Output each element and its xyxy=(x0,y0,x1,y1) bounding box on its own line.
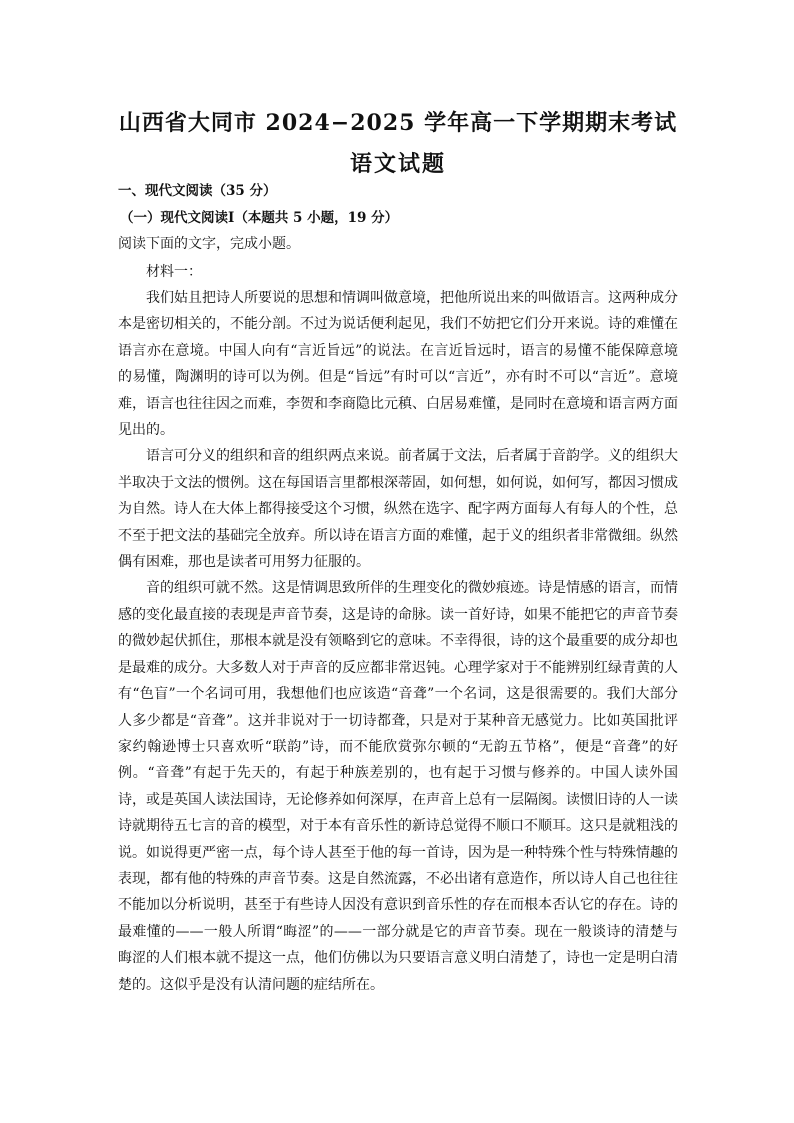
paragraph-1: 我们姑且把诗人所要说的思想和情调叫做意境，把他所说出来的叫做语言。这两种成分本是密切相关的，不能分剖。不过为说话便利起见，我们不妨把它们分开来说。诗的难懂在语言亦在意境。中国人向有“言近旨远”的说法。在言近旨远时，语言的易懂不能保障意境的易懂，陶渊明的诗可以为例。但是“旨远”有时可以“言近”，亦有时不可以“言近”。意境难，语言也往往因之而难，李贺和李商隐比元稹、白居易难懂，是同时在意境和语言两方面见出的。 xyxy=(118,290,678,439)
reading-instruction: 阅读下面的文字，完成小题。 xyxy=(118,236,300,252)
document-title: 山西省大同市 2024−2025 学年高一下学期期末考试 xyxy=(118,110,678,136)
passage-body xyxy=(118,285,678,998)
section-heading: 一、现代文阅读（35 分） xyxy=(118,183,277,199)
document-subtitle: 语文试题 xyxy=(349,151,446,177)
subsection-heading: （一）现代文阅读Ⅰ（本题共 5 小题，19 分） xyxy=(120,210,399,226)
material-label: 材料一： xyxy=(146,264,202,280)
paragraph-3: 音的组织可就不然。这是情调思致所伴的生理变化的微妙痕迹。诗是情感的语言，而情感的变化最直接的表现是声音节奏，这是诗的命脉。读一首好诗，如果不能把它的声音节奏的微妙起伏抓住，那根本就是没有领略到它的意味。不幸得很，诗的这个最重要的成分却也是最难的成分。大多数人对于声音的反应都非常迟钝。心理学家对于不能辨别红绿青黄的人有“色盲”一个名词可用，我想他们也应该造“音聋”一个名词，这是很需要的。我们大部分人多少都是“音聋”。这并非说对于一切诗都聋，只是对于某种音无感觉力。比如英国批评家约翰逊博士只喜欢听“联韵”诗，而不能欣赏弥尔顿的“无韵五节格”，便是“音聋”的好例。“音聋”有起于先天的，有起于种族差别的，也有起于习惯与修养的。中国人读外国诗，或是英国人读法国诗，无论修养如何深厚，在声音上总有一层隔阂。读惯旧诗的人一读诗就期待五七言的音的模型，对于本有音乐性的新诗总觉得不顺口不顺耳。这只是就粗浅的说。如说得更严密一点，每个诗人甚至于他的每一首诗，因为是一种特殊个性与特殊情趣的表现，都有他的特殊的声音节奏。这是自然流露，不必出诸有意造作，所以诗人自己也往往不能加以分析说明，甚至于有些诗人因没有意识到音乐性的存在而根本否认它的存在。诗的最难懂的——一般人所谓“晦涩”的——一部分就是它的声音节奏。现在一般谈诗的清楚与晦涩的人们根本就不提这一点，他们仿佛以为只要语言意义明白清楚了，诗也一定是明白清楚的。这似乎是没有认清问题的症结所在。 xyxy=(118,580,678,993)
paragraph-2: 语言可分义的组织和音的组织两点来说。前者属于文法，后者属于音韵学。义的组织大半取决于文法的惯例。这在每国语言里都根深蒂固，如何想，如何说，如何写，都因习惯成为自然。诗人在大体上都得接受这个习惯，纵然在选字、配字两方面每人有每人的个性，总不至于把文法的基础完全放弃。所以诗在语言方面的难懂，起于义的组织者非常微细。纵然偶有困难，那也是读者可用努力征服的。 xyxy=(118,448,678,571)
